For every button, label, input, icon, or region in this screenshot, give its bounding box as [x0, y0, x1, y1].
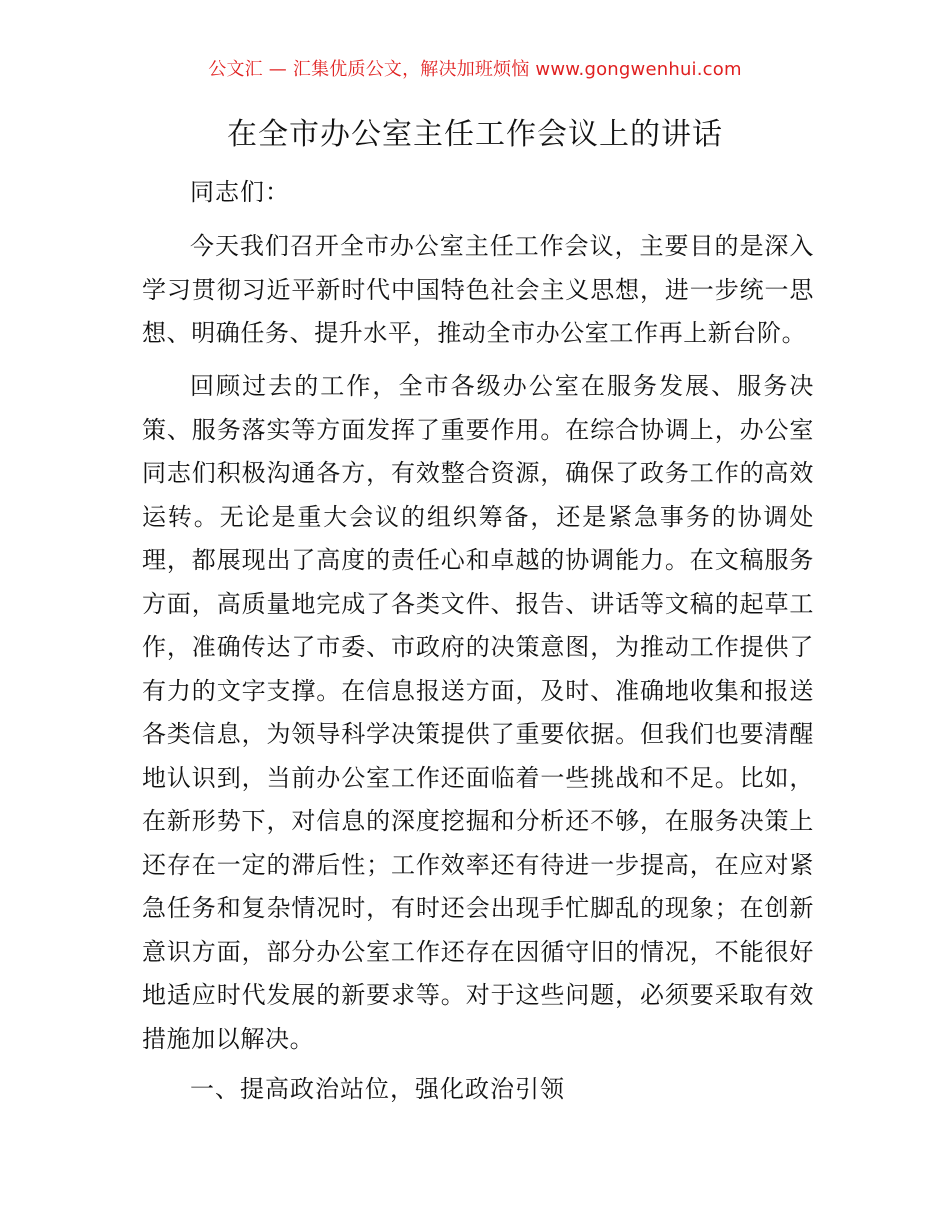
section-heading: 一、提高政治站位，强化政治引领 [190, 1075, 565, 1103]
body-paragraph-2: 回顾过去的工作，全市各级办公室在服务发展、服务决策、服务落实等方面发挥了重要作用。在综合协调上，办公室同志们积极沟通各方，有效整合资源，确保了政务工作的高效运转。无论是重大会议的组织筹备，还是紧急事务的协调处理，都展现出了高度的责任心和卓越的协调能力。在文稿服务方面，高质量地完成了各类文件、报告、讲话等文稿的起草工作，准确传达了市委、市政府的决策意图，为推动工作提供了有力的文字支撑。在信息报送方面，及时、准确地收集和报送各类信息，为领导科学决策提供了重要依据。但我们也要清醒地认识到，当前办公室工作还面临着一些挑战和不足。比如，在新形势下，对信息的深度挖掘和分析还不够，在服务决策上还存在一定的滞后性；工作效率还有待进一步提高，在应对紧急任务和复杂情况时，有时还会出现手忙脚乱的现象；在创新意识方面，部分办公室工作还存在因循守旧的情况，不能很好地适应时代发展的新要求等。对于这些问题，必须要采取有效措施加以解决。 [142, 372, 814, 1053]
body-paragraph-1: 今天我们召开全市办公室主任工作会议，主要目的是深入学习贯彻习近平新时代中国特色社会主义思想，进一步统一思想、明确任务、提升水平，推动全市办公室工作再上新台阶。 [142, 232, 814, 347]
document-title: 在全市办公室主任工作会议上的讲话 [227, 117, 723, 152]
salutation: 同志们： [190, 178, 290, 206]
site-banner: 公文汇 — 汇集优质公文，解决加班烦恼 www.gongwenhui.com [208, 59, 742, 80]
